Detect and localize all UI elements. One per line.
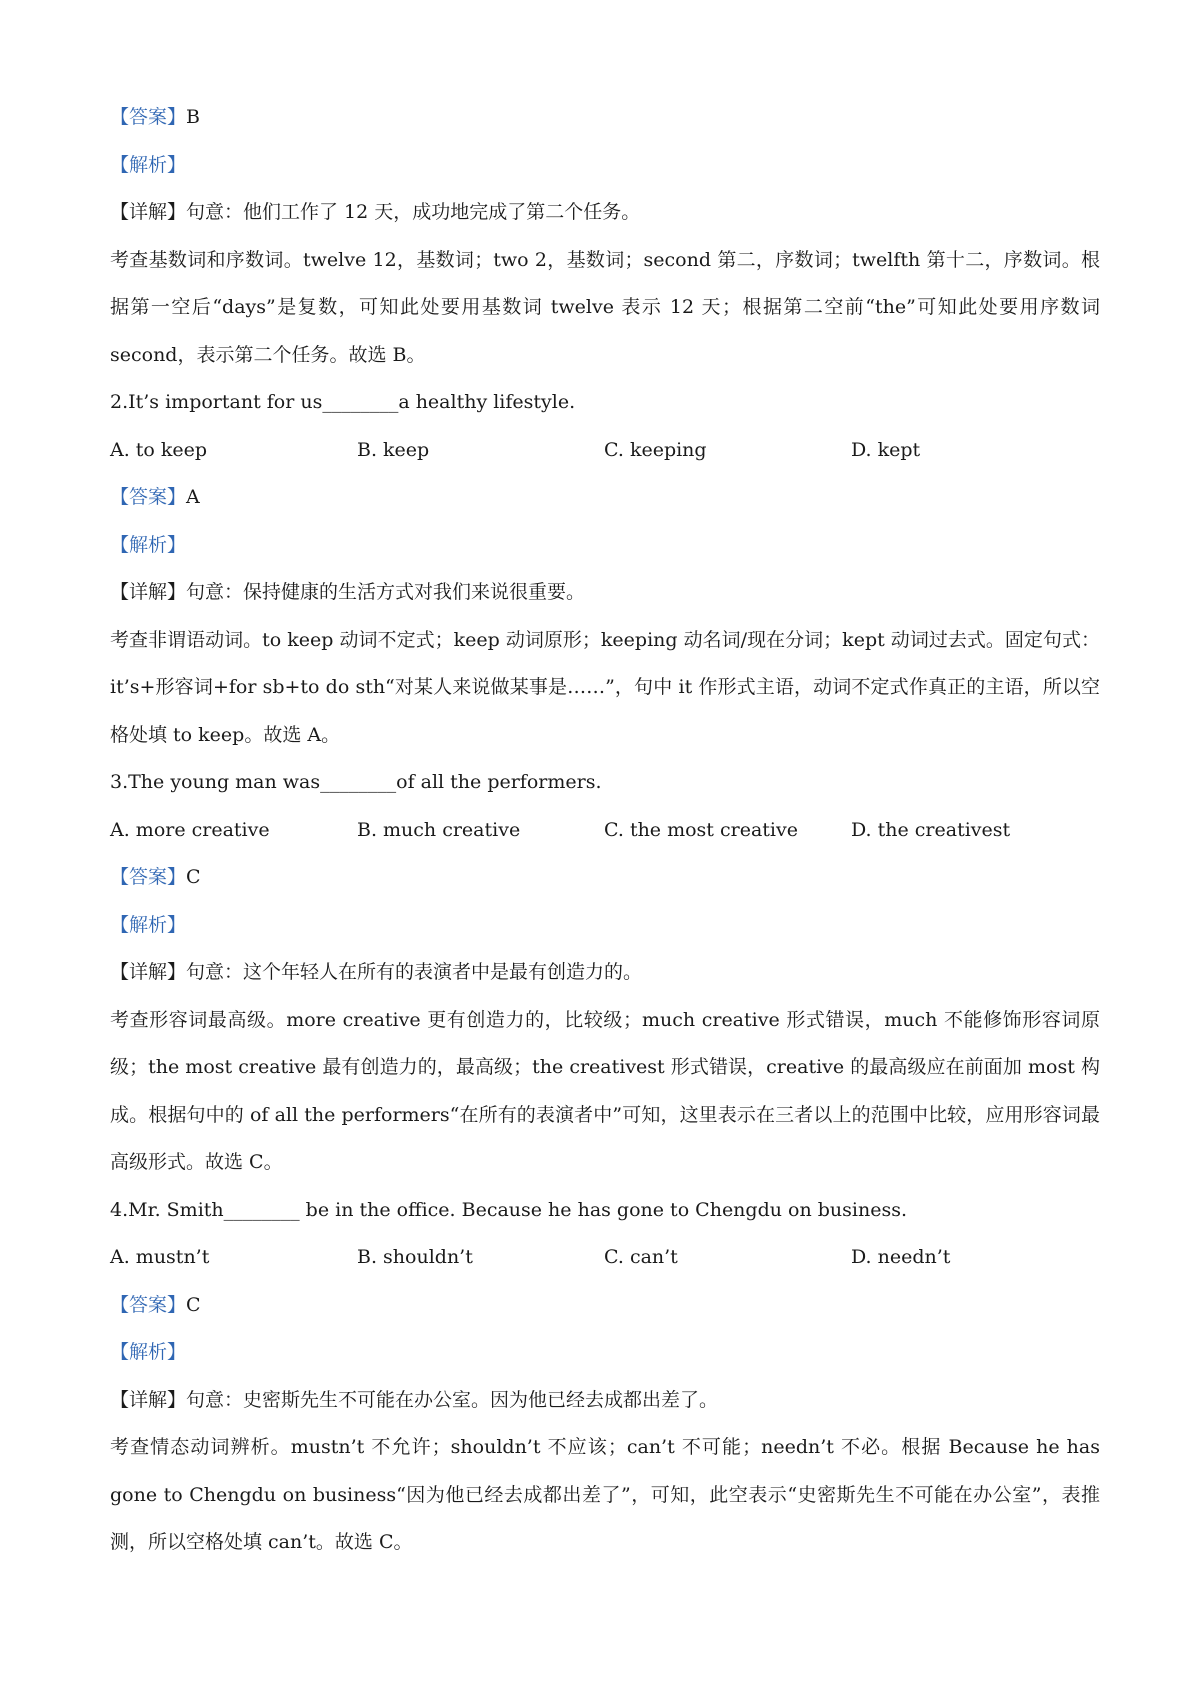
analysis-tag: 【解析】: [110, 533, 187, 556]
q4-option-b: B. shouldn’t: [357, 1246, 473, 1268]
analysis-tag: 【解析】: [110, 153, 187, 176]
detail-tag: 【详解】: [110, 581, 187, 603]
q4-question: 4.Mr. Smith________ be in the office. Because he has gone to Chengdu on business.: [110, 1198, 907, 1221]
q1-detail: 句意：他们工作了 12 天，成功地完成了第二个任务。: [186, 201, 641, 223]
answer-tag: 【答案】: [110, 1293, 187, 1316]
detail-tag: 【详解】: [110, 961, 187, 983]
detail-tag: 【详解】: [110, 1388, 187, 1411]
q2-answer-line: [110, 474, 1100, 522]
detail-tag: 【详解】: [110, 201, 187, 223]
q3-answer-line: [110, 854, 1100, 902]
q3-analysis-line: [110, 902, 1100, 950]
q2-option-c: C. keeping: [604, 438, 707, 461]
q1-analysis-line: [110, 142, 1100, 190]
q1-answer-line: [110, 94, 1100, 142]
q2-question: 2.It’s important for us________a healthy lifestyle.: [110, 391, 576, 413]
q4-answer-line: [110, 1282, 1100, 1330]
answer-tag: 【答案】: [110, 486, 187, 508]
answer-tag: 【答案】: [110, 866, 187, 888]
q3-option-d: D. the creativest: [851, 818, 1011, 841]
q2-options: [110, 427, 1100, 475]
q2-option-d: D. kept: [851, 438, 921, 461]
q4-detail-line: [110, 1377, 1100, 1425]
analysis-tag: 【解析】: [110, 913, 187, 936]
q4-detail: 句意：史密斯先生不可能在办公室。因为他已经去成都出差了。: [186, 1388, 719, 1411]
q3-detail: 句意：这个年轻人在所有的表演者中是最有创造力的。: [186, 961, 643, 983]
q3-detail-line: [110, 949, 1100, 997]
q3-option-c: C. the most creative: [604, 818, 798, 841]
q3-option-b: B. much creative: [357, 818, 521, 841]
q4-explanation: 考查情态动词辨析。mustn’t 不允许；shouldn’t 不应该；can’t 不可能；needn’t 不必。根据 Because he has gone to Chengdu on business“因为他已经去成都出差了”，可知，此空表示“史密斯先生不可能在办公室”，表推测，所以空格处填 can’t。故选 C。: [110, 1436, 1100, 1553]
q1-answer: B: [186, 106, 200, 128]
analysis-tag: 【解析】: [110, 1341, 187, 1363]
q3-option-a: A. more creative: [110, 818, 270, 841]
q4-option-c: C. can’t: [604, 1246, 678, 1268]
q2-analysis-line: [110, 522, 1100, 570]
q4-option-a: A. mustn’t: [110, 1246, 210, 1268]
q4-analysis-line: [110, 1329, 1100, 1377]
q2-answer: A: [186, 486, 200, 508]
q3-options: [110, 807, 1100, 855]
q2-detail: 句意：保持健康的生活方式对我们来说很重要。: [186, 581, 586, 603]
answer-tag: 【答案】: [110, 106, 187, 128]
q1-detail-line: [110, 189, 1100, 237]
q3-explanation: 考查形容词最高级。more creative 更有创造力的，比较级；much creative 形式错误，much 不能修饰形容词原级；the most creative 最有创造力的，最高级；the creativest 形式错误，creative 的最高级应在前面加 most 构成。根据句中的 of all the performers“在所有的表演者中”可知，这里表示在三者以上的范围中比较，应用形容词最高级形式。故选 C。: [110, 1008, 1100, 1173]
q2-option-a: A. to keep: [110, 438, 208, 461]
q2-option-b: B. keep: [357, 438, 430, 461]
q3-answer: C: [186, 866, 201, 888]
q2-explanation: 考查非谓语动词。to keep 动词不定式；keep 动词原形；keeping 动名词/现在分词；kept 动词过去式。固定句式：it’s+形容词+for sb+to do sth“对某人来说做某事是……”，句中 it 作形式主语，动词不定式作真正的主语，所以空格处填 to keep。故选 A。: [110, 628, 1100, 746]
q1-explanation: 考查基数词和序数词。twelve 12，基数词；two 2，基数词；second 第二，序数词；twelfth 第十二，序数词。根据第一空后“days”是复数，可知此处要用基数词 twelve 表示 12 天；根据第二空前“the”可知此处要用序数词 second，表示第二个任务。故选 B。: [110, 248, 1100, 366]
q4-answer: C: [186, 1293, 201, 1316]
q4-options: [110, 1234, 1100, 1282]
q3-question: 3.The young man was________of all the performers.: [110, 771, 602, 793]
q4-option-d: D. needn’t: [851, 1246, 951, 1268]
q2-detail-line: [110, 569, 1100, 617]
